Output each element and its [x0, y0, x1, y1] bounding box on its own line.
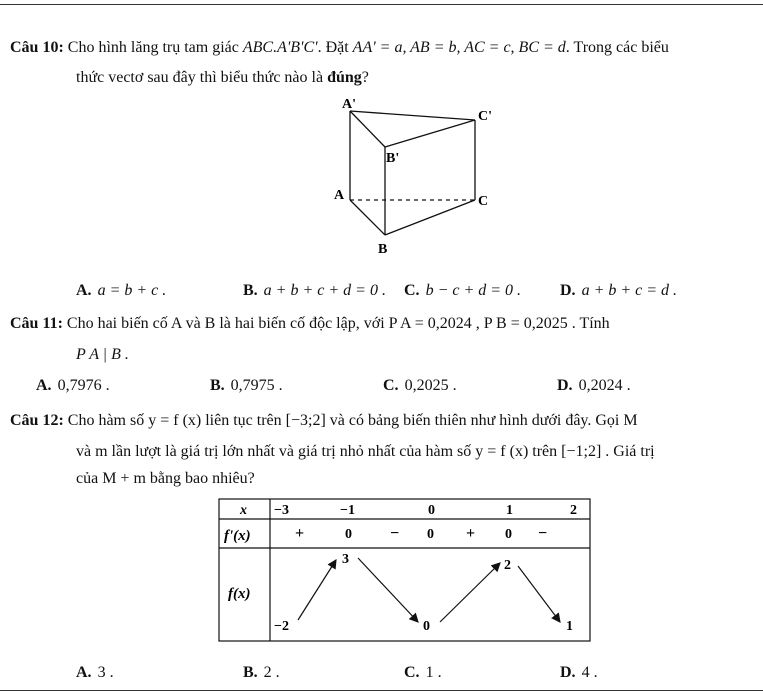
q11-option-b[interactable]: B. 0,7975 . — [210, 377, 283, 394]
edge-a1c1 — [350, 111, 475, 120]
q12-stem-line2: và m lần lượt là giá trị lớn nhất và giá trị nhỏ nhất của hàm số y = f (x) trên [−1;2] . Giá trị — [76, 443, 655, 460]
q10-stem-b: . Đặt — [317, 39, 349, 56]
label-b: B — [378, 242, 388, 257]
label-a: A — [334, 188, 345, 203]
f-value-start: −2 — [274, 619, 289, 634]
x-value-0: 0 — [428, 503, 435, 518]
q11-option-c[interactable]: C. 0,2025 . — [383, 377, 457, 394]
q12-stem-line1 — [10, 411, 638, 431]
q10-stem-line2 — [76, 68, 369, 88]
edge-b1c1 — [385, 120, 475, 147]
sign-minus-2: − — [538, 525, 548, 542]
q10-stem-c: . Trong các biểu — [565, 39, 669, 56]
table-fprime-label: f'(x) — [224, 528, 251, 544]
label-c: C — [478, 194, 489, 209]
q10-stem-line1 — [10, 38, 669, 58]
q10-stem-a: Cho hình lăng trụ tam giác — [67, 39, 239, 56]
top-rule — [0, 4, 763, 5]
q11-stem-line2: P A | B . — [76, 346, 129, 363]
x-value-neg1: −1 — [340, 503, 355, 518]
x-value-2: 2 — [570, 503, 577, 518]
q10-prism: ABC.A'B'C' — [242, 39, 318, 56]
q10-stem-line2-a: thức vectơ sau đây thì biểu thức nào là — [76, 69, 324, 86]
q11-option-a[interactable]: A. 0,7976 . — [36, 377, 110, 394]
sign-zero-1: 0 — [345, 527, 352, 542]
q12-option-c[interactable]: C. 1 . — [404, 664, 442, 681]
label-b1: B' — [386, 151, 400, 166]
q12-option-d[interactable]: D. 4 . — [560, 664, 598, 681]
q11-stem-line1 — [10, 314, 610, 334]
q10-label: Câu 10: — [10, 39, 64, 56]
x-value-neg3: −3 — [274, 503, 289, 518]
table-f-label: f(x) — [228, 586, 251, 602]
bottom-rule — [0, 690, 763, 691]
q10-option-b[interactable]: B. a + b + c + d = 0 . — [243, 282, 386, 299]
f-value-max2: 2 — [504, 558, 511, 573]
arrow-down-2 — [518, 566, 560, 622]
variation-table — [218, 498, 592, 643]
q10-option-a[interactable]: A. a = b + c . — [76, 282, 167, 299]
q12-option-b[interactable]: B. 2 . — [243, 664, 280, 681]
q12-stem: Cho hàm số y = f (x) liên tục trên [−3;2] và có bảng biến thiên như hình dưới đây. Gọi M — [67, 412, 638, 429]
table-x-label: x — [240, 503, 247, 518]
q12-label: Câu 12: — [10, 412, 64, 429]
label-c1: C' — [478, 109, 492, 124]
f-value-end: 1 — [566, 619, 573, 634]
sign-plus-2: + — [466, 525, 476, 542]
q12-option-a[interactable]: A. 3 . — [76, 664, 114, 681]
edge-bc — [385, 200, 475, 235]
label-a1: A' — [342, 97, 356, 112]
q10-stem-bold: đúng — [327, 69, 362, 86]
sign-plus-1: + — [295, 525, 305, 542]
q10-stem-line2-c: ? — [361, 69, 369, 86]
sign-zero-2: 0 — [427, 527, 434, 542]
prism-figure — [330, 95, 500, 260]
q12-stem-line3: của M + m bằng bao nhiêu? — [76, 470, 255, 487]
x-value-1: 1 — [506, 503, 513, 518]
edge-a1b1 — [350, 111, 385, 147]
sign-minus-1: − — [390, 525, 400, 542]
edge-ab — [350, 200, 385, 235]
q11-stem: Cho hai biến cố A và B là hai biến cố độc lập, với P A = 0,2024 , P B = 0,2025 . Tính — [66, 315, 610, 332]
q10-option-d[interactable]: D. a + b + c = d . — [560, 282, 678, 299]
q10-vectors: AA' = a, AB = b, AC = c, BC = d — [352, 39, 566, 56]
f-value-max1: 3 — [342, 552, 349, 567]
q10-option-c[interactable]: C. b − c + d = 0 . — [404, 282, 522, 299]
arrow-up-2 — [440, 563, 500, 622]
q11-label: Câu 11: — [10, 315, 63, 332]
f-value-min: 0 — [423, 619, 430, 634]
q11-option-d[interactable]: D. 0,2024 . — [557, 377, 631, 394]
arrow-up-1 — [298, 560, 336, 620]
sign-zero-3: 0 — [505, 527, 512, 542]
arrow-down-1 — [358, 558, 418, 622]
